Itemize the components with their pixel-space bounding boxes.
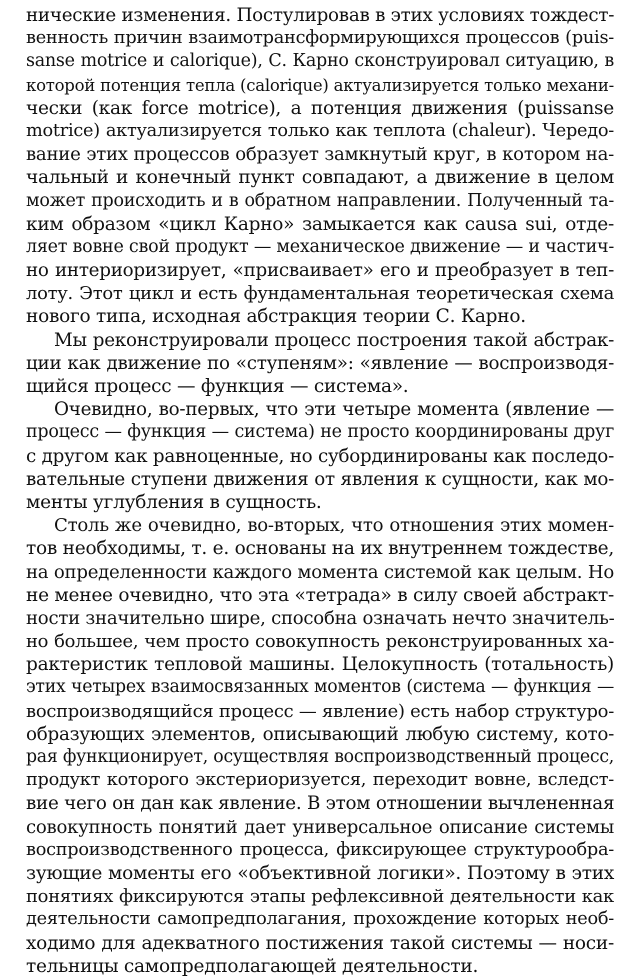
text-line: лоту. Этот цикл и есть фундаментальная теоретическая схема (26, 283, 614, 305)
text-line: может происходить и в обратном направлении. Полученный та- (26, 190, 614, 211)
text-line: нические изменения. Постулировав в этих условиях тождест- (26, 5, 615, 26)
text-line: не менее очевидно, что эта «тетрада» в силу своей абстракт- (26, 584, 615, 606)
text-line: вие чего он дан как явление. В этом отношении вычлененная (26, 793, 615, 815)
text-line: с другом как равноценные, но субординированы как последо- (26, 445, 614, 467)
text-line: вание этих процессов образует замкнутый круг, в котором на- (26, 144, 614, 166)
text-line: ляет вовне свой продукт — механическое движение — и частич- (26, 236, 614, 257)
text-line: ности значительно шире, способна означать нечто значитель- (26, 607, 615, 629)
paragraph-second-point (26, 514, 614, 978)
text-line: воспроизводящийся процесс — явление) есть набор структуро- (26, 700, 614, 722)
text-line: motrice) актуализируется только как теплота (chaleur). Чередо- (26, 120, 614, 141)
text-line: совокупность понятий дает универсальное описание системы (26, 816, 614, 838)
text-line: щийся процесс — функция — система». (26, 376, 409, 397)
text-line: тов необходимы, т. е. основаны на их внутреннем тождестве, (26, 538, 614, 560)
text-line: тельницы самопредполагающей деятельности. (26, 955, 479, 977)
text-line: этих четырех взаимосвязанных моментов (система — функция — (26, 677, 614, 698)
text-line: но большее, чем просто совокупность реконструированных ха- (26, 631, 614, 653)
text-line: чальный и конечный пункт совпадают, а движение в целом (26, 167, 614, 189)
text-line: продукт которого экстериоризуется, переходит вовне, вследст- (26, 770, 614, 791)
text-line: Очевидно, во-первых, что эти четыре момента (явление — (54, 399, 614, 421)
text-line: понятиях фиксируются этапы рефлексивной деятельности как (26, 886, 614, 908)
text-line: но интериоризирует, «присваивает» его и преобразует в теп- (26, 260, 614, 282)
text-line: образующих элементов, описывающий любую систему, кото- (26, 723, 614, 745)
text-line: рая функционирует, осуществляя воспроизводственный процесс, (26, 747, 614, 767)
text-line: на определенности каждого момента системой как целым. Но (26, 561, 614, 583)
paragraph-first-point (26, 398, 614, 514)
text-line: Мы реконструировали процесс построения такой абстрак- (54, 329, 614, 351)
text-line: менты углубления в сущность. (26, 491, 322, 513)
text-line: ходимо для адекватного постижения такой системы — носи- (26, 932, 614, 954)
text-line: зующие моменты его «объективной логики». Поэтому в этих (26, 862, 614, 884)
paragraph-carnot-cycle (26, 4, 614, 329)
text-line: воспроизводственного процесса, фиксирующее структурообра- (26, 839, 614, 860)
text-line: чески (как force motrice), а потенция движения (puissanse (26, 97, 614, 119)
text-line: венность причин взаимотрансформирующихся процессов (puis- (26, 28, 614, 49)
text-line: ции как движение по «ступеням»: «явление — воспроизводя- (26, 352, 614, 374)
text-line: процесс — функция — система) не просто координированы друг (26, 422, 614, 443)
text-line: деятельности самопредполагания, прохождение которых необ- (26, 909, 614, 930)
text-line: вательные ступени движения от явления к сущности, как мо- (26, 468, 614, 490)
text-line: нового типа, исходная абстракция теории С. Карно. (26, 306, 526, 328)
paragraph-reconstruction (26, 329, 614, 399)
text-line: sanse motrice и calorique), С. Карно сконструировал ситуацию, в (26, 51, 614, 72)
text-line: которой потенция тепла (calorique) актуализируется только механи- (26, 75, 614, 95)
text-line: Столь же очевидно, во-вторых, что отношения этих момен- (54, 515, 614, 537)
text-line: ким образом «цикл Карно» замыкается как causa sui, отде- (26, 213, 614, 235)
text-line: рактеристик тепловой машины. Целокупность (тотальность) (26, 654, 614, 676)
